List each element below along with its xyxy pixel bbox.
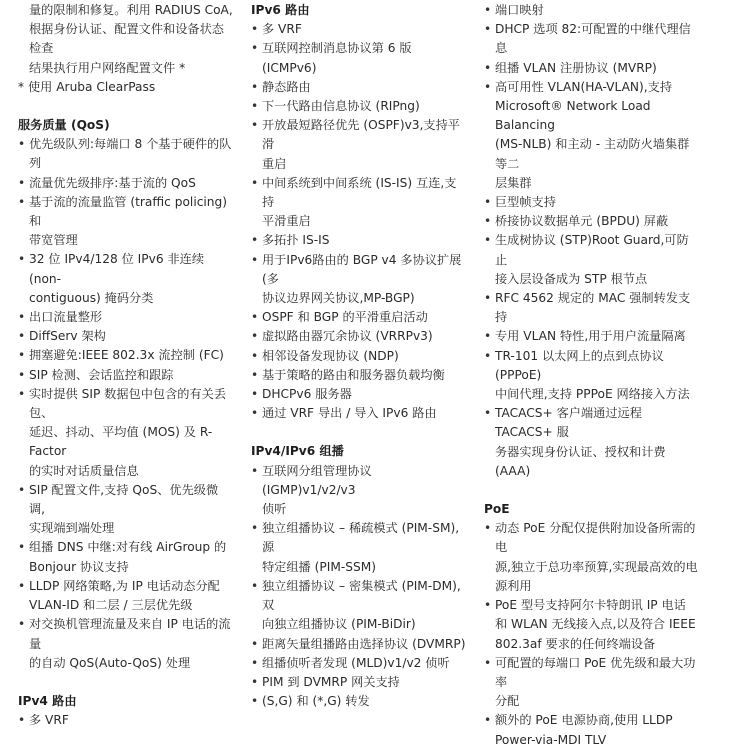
list-item-text: DHCPv6 服务器 — [262, 387, 352, 402]
list-item-text: LLDP 网络策略,为 IP 电话动态分配 — [29, 578, 220, 593]
list-item — [18, 385, 234, 481]
ipv4-routing-list — [18, 711, 234, 730]
list-item-text: 实现端到端处理 — [29, 521, 115, 536]
ipv6-routing-list — [251, 20, 466, 423]
list-item-text: 下一代路由信息协议 (RIPng) — [262, 99, 420, 114]
list-item — [484, 289, 700, 327]
list-item — [251, 654, 466, 673]
list-item — [251, 308, 466, 327]
list-item-text: VLAN-ID 和二层 / 三层优先级 — [29, 598, 193, 613]
list-item — [484, 231, 700, 289]
list-item-text: 32 位 IPv4/128 位 IPv6 非连续 (non- — [29, 252, 205, 286]
list-item — [484, 78, 700, 193]
list-item — [251, 635, 466, 654]
list-item-text: 侦听 — [262, 502, 287, 517]
list-item — [251, 327, 466, 346]
list-item-text: (MS-NLB) 和主动 - 主动防火墙集群等二 — [495, 137, 690, 171]
list-item-text: 组播 DNS 中继:对有线 AirGroup 的 — [29, 540, 227, 555]
list-item-text: TR-101 以太网上的点到点协议 (PPPoE) — [495, 348, 664, 382]
list-item — [484, 404, 700, 481]
list-item-text: 多拓扑 IS-IS — [262, 233, 330, 248]
list-item-text: 开放最短路径优先 (OSPF)v3,支持平滑 — [262, 118, 460, 152]
list-item-text: OSPF 和 BGP 的平滑重启活动 — [262, 310, 428, 325]
list-item-text: PoE 型号支持阿尔卡特朗讯 IP 电话 — [495, 598, 686, 613]
list-item-text: 优先级队列:每端口 8 个基于硬件的队列 — [29, 137, 232, 171]
list-item-text: 务器实现身份认证、授权和计费 (AAA) — [495, 444, 666, 478]
list-item-text: 互联网控制消息协议第 6 版 (ICMPv6) — [262, 41, 412, 75]
list-item — [484, 596, 700, 654]
list-item — [18, 174, 234, 193]
list-item-text: Power-via-MDI TLV — [495, 732, 607, 747]
list-item-text: TACACS+ 客户端通过远程 TACACS+ 服 — [495, 406, 642, 440]
list-item-text: 组播 VLAN 注册协议 (MVRP) — [495, 60, 657, 75]
list-item — [251, 404, 466, 423]
list-item-text: 可配置的每端口 PoE 优先级和最大功率 — [495, 655, 696, 689]
list-item-text: 巨型帧支持 — [495, 195, 556, 210]
list-item-text: 基于流的流量监管 (traffic policing) 和 — [29, 194, 228, 229]
list-item-text: 高可用性 VLAN(HA-VLAN),支持 — [495, 79, 673, 94]
list-item-text: 独立组播协议 – 密集模式 (PIM-DM),双 — [262, 578, 461, 613]
list-item — [18, 250, 234, 308]
list-item-text: 出口流量整形 — [29, 310, 103, 325]
list-item-text: 向独立组播协议 (PIM-BiDir) — [262, 617, 416, 632]
list-item-text: 的实时对话质量信息 — [29, 463, 139, 478]
list-item-text: 距离矢量组播路由选择协议 (DVMRP) — [262, 636, 466, 651]
section-heading-ipv4-routing: IPv4 路由 — [18, 693, 77, 708]
list-item-text: 源利用 — [495, 578, 532, 593]
list-item — [251, 174, 466, 232]
list-item — [18, 577, 234, 615]
list-item — [251, 20, 466, 39]
list-item — [18, 135, 234, 173]
layer2-feature-list — [484, 1, 700, 481]
column-left — [18, 1, 234, 730]
list-item — [251, 347, 466, 366]
list-item-text: 静态路由 — [262, 79, 311, 94]
intro-line: 根据身份认证、配置文件和设备状态检查 — [29, 22, 224, 56]
list-item — [251, 97, 466, 116]
list-item — [484, 519, 700, 596]
multicast-list — [251, 462, 466, 712]
list-item-text: 流量优先级排序:基于流的 QoS — [29, 175, 196, 190]
list-item-text: 多 VRF — [262, 22, 302, 37]
list-item — [484, 1, 700, 20]
list-item — [484, 711, 700, 749]
list-item-text: 分配 — [495, 694, 520, 709]
list-item-text: 用于IPv6路由的 BGP v4 多协议扩展(多 — [262, 252, 462, 286]
list-item — [484, 193, 700, 212]
list-item — [251, 116, 466, 174]
list-item-text: 桥接协议数据单元 (BPDU) 屏蔽 — [495, 214, 669, 229]
list-item — [18, 327, 234, 346]
list-item-text: 源,独立于总功率预算,实现最高效的电 — [495, 559, 698, 574]
list-item-text: 端口映射 — [495, 3, 544, 17]
list-item-text: 额外的 PoE 电源协商,使用 LLDP — [495, 713, 673, 728]
list-item — [251, 692, 466, 711]
list-item-text: 延迟、抖动、平均值 (MOS) 及 R-Factor — [29, 425, 213, 459]
list-item — [484, 347, 700, 405]
list-item-text: 基于策略的路由和服务器负载均衡 — [262, 367, 445, 382]
list-item-text: 多 VRF — [29, 713, 69, 728]
list-item-text: 生成树协议 (STP)Root Guard,可防止 — [495, 233, 689, 267]
list-item — [251, 385, 466, 404]
section-heading-qos: 服务质量 (QoS) — [18, 118, 110, 133]
list-item — [251, 366, 466, 385]
list-item — [18, 615, 234, 673]
qos-list — [18, 135, 234, 673]
list-item-text: 带宽管理 — [29, 233, 78, 248]
list-item-text: 专用 VLAN 特性,用于用户流量隔离 — [495, 329, 686, 344]
list-item — [18, 481, 234, 539]
list-item — [251, 251, 466, 309]
list-item-text: 实时提供 SIP 数据包中包含的有关丢包、 — [29, 386, 227, 421]
list-item-text: 802.3af 要求的任何终端设备 — [495, 636, 656, 651]
list-item-text: SIP 配置文件,支持 QoS、优先级微调, — [29, 482, 219, 517]
section-heading-multicast: IPv4/IPv6 组播 — [251, 444, 344, 459]
list-item — [251, 577, 466, 635]
list-item — [484, 654, 700, 712]
list-item-text: 互联网分组管理协议 (IGMP)v1/v2/v3 — [262, 463, 372, 497]
list-item — [18, 366, 234, 385]
list-item-text: (S,G) 和 (*,G) 转发 — [262, 694, 370, 709]
intro-line: 量的限制和修复。利用 RADIUS CoA, — [29, 3, 233, 17]
list-item — [484, 59, 700, 78]
list-item-text: 虚拟路由器冗余协议 (VRRPv3) — [262, 329, 433, 344]
list-item-text: 独立组播协议 – 稀疏模式 (PIM-SM),源 — [262, 521, 460, 555]
list-item-text: 和 WLAN 无线接入点,以及符合 IEEE — [495, 617, 696, 632]
list-item-text: DiffServ 架构 — [29, 329, 106, 344]
list-item — [251, 78, 466, 97]
section-heading-poe: PoE — [484, 502, 510, 517]
list-item-text: 中间系统到中间系统 (IS-IS) 互连,支持 — [262, 175, 457, 210]
list-item — [18, 193, 234, 251]
list-item-text: DHCP 选项 82:可配置的中继代理信息 — [495, 22, 691, 56]
list-item — [251, 673, 466, 692]
list-item-text: 拥塞避免:IEEE 802.3x 流控制 (FC) — [29, 348, 224, 363]
list-item-text: 的自动 QoS(Auto-QoS) 处理 — [29, 655, 191, 670]
list-item-text: 相邻设备发现协议 (NDP) — [262, 348, 399, 363]
list-item-text: 平滑重启 — [262, 214, 311, 229]
poe-list — [484, 519, 700, 749]
list-item-text: 组播侦听者发现 (MLD)v1/v2 侦听 — [262, 655, 450, 670]
list-item-text: 动态 PoE 分配仅提供附加设备所需的电 — [495, 521, 696, 555]
list-item — [251, 39, 466, 77]
column-right — [484, 1, 700, 750]
list-item — [251, 462, 466, 520]
list-item-text: 接入层设备成为 STP 根节点 — [495, 271, 648, 286]
footnote: * 使用 Aruba ClearPass — [18, 79, 156, 94]
list-item — [18, 308, 234, 327]
list-item — [484, 212, 700, 231]
list-item-text: SIP 检测、会话监控和跟踪 — [29, 367, 174, 382]
list-item-text: 通过 VRF 导出 / 导入 IPv6 路由 — [262, 406, 437, 421]
section-heading-ipv6-routing: IPv6 路由 — [251, 3, 310, 17]
list-item — [484, 20, 700, 58]
list-item-text: contiguous) 掩码分类 — [29, 290, 154, 305]
list-item-text: RFC 4562 规定的 MAC 强制转发支持 — [495, 291, 691, 325]
list-item-text: 特定组播 (PIM-SSM) — [262, 559, 376, 574]
intro-line: 结果执行用户网络配置文件 * — [29, 60, 186, 75]
list-item-text: 层集群 — [495, 175, 532, 190]
column-middle — [251, 1, 466, 711]
list-item — [18, 711, 234, 730]
list-item-text: PIM 到 DVMRP 网关支持 — [262, 674, 400, 689]
list-item — [18, 538, 234, 576]
list-item — [251, 231, 466, 250]
list-item — [484, 327, 700, 346]
list-item-text: 协议边界网关协议,MP-BGP) — [262, 291, 415, 306]
list-item-text: 重启 — [262, 156, 287, 171]
list-item-text: 对交换机管理流量及来自 IP 电话的流量 — [29, 617, 231, 651]
list-item-text: Microsoft® Network Load Balancing — [495, 99, 651, 133]
list-item-text: Bonjour 协议支持 — [29, 559, 129, 574]
list-item-text: 中间代理,支持 PPPoE 网络接入方法 — [495, 387, 690, 402]
list-item — [251, 519, 466, 577]
list-item — [18, 346, 234, 365]
